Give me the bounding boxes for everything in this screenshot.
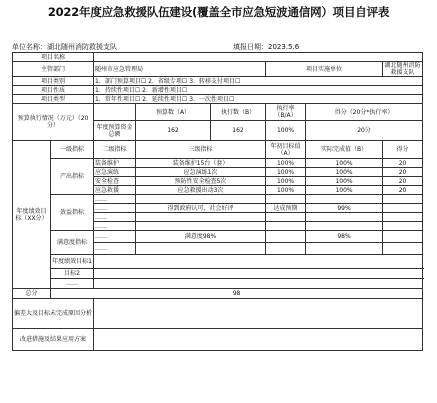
effect-l2: …… xyxy=(94,213,136,222)
budget-col-score: 得分（20分*执行率） xyxy=(306,104,423,121)
row-dept xyxy=(13,62,423,77)
goal1-label: 年度绩效目标1 xyxy=(51,255,94,269)
row-type xyxy=(13,95,423,104)
perf-section-label: 年度绩效目标（XX分） xyxy=(13,141,51,289)
output-l3: 应急演练1次 xyxy=(136,168,266,177)
satisfaction-score xyxy=(383,243,423,255)
project-name-label: 项目名称 xyxy=(13,53,94,62)
output-target: 100% xyxy=(266,168,306,177)
effect-score xyxy=(383,213,423,222)
satisfaction-actual xyxy=(306,243,383,255)
goal1-value xyxy=(94,255,423,269)
satisfaction-l2: …… xyxy=(94,243,136,255)
report-date: 填报日期：2023.5.6 xyxy=(233,43,300,51)
budget-total-label: 年度预算资金总额 xyxy=(94,121,136,141)
effect-l3 xyxy=(136,195,266,204)
effect-actual: 99% xyxy=(306,204,383,213)
evaluation-table xyxy=(12,52,423,351)
row-budget-header xyxy=(13,104,423,121)
effect-actual xyxy=(306,213,383,222)
row-goal2 xyxy=(13,269,423,279)
effect-score xyxy=(383,222,423,231)
category-value: 1．部门预算项目☐ 2．省级专项☐ 3．转移支付项目☐ xyxy=(94,77,423,86)
effect-actual xyxy=(306,195,383,204)
row-category xyxy=(13,77,423,86)
effect-l3: 得到政府认可，社会好评 xyxy=(136,204,266,213)
effect-target xyxy=(266,222,306,231)
budget-rate-value: 100% xyxy=(266,121,306,141)
measures-label: 改进措施及结果应用方案 xyxy=(13,329,94,351)
output-actual: 100% xyxy=(306,159,383,168)
budget-b-value: 162 xyxy=(211,121,266,141)
output-l2: 应急救援 xyxy=(94,186,136,195)
perf-header-score: 得分 xyxy=(383,141,423,159)
implementer-label: 项目实施单位 xyxy=(266,62,383,77)
output-l3: 应急救援出动3次 xyxy=(136,186,266,195)
goal2-label: 目标2 xyxy=(51,269,94,279)
output-l3: 预防性安全检查5次 xyxy=(136,177,266,186)
budget-col-rate: 执行率（B/A） xyxy=(266,104,306,121)
implementer-value: 湖北随州消防救援支队 xyxy=(383,62,423,77)
type-value: 1．常年性项目☐ 2．延续性项目☐ 3．一次性项目☐ xyxy=(94,95,423,104)
form-title: 2022年度应急救援队伍建设(覆盖全市应急短波通信网）项目自评表 xyxy=(47,5,390,19)
measures-value xyxy=(94,329,423,351)
goal-more-value xyxy=(94,279,423,289)
output-l2: 装备维护 xyxy=(94,159,136,168)
project-name-value xyxy=(94,53,423,62)
total-value: 98 xyxy=(51,289,423,299)
effect-label: 效益指标 xyxy=(51,195,94,231)
effect-actual xyxy=(306,222,383,231)
budget-score-value: 20分 xyxy=(306,121,423,141)
perf-header-target: 年初目标值（A） xyxy=(266,141,306,159)
output-l2: 应急演练 xyxy=(94,168,136,177)
output-actual: 100% xyxy=(306,168,383,177)
property-label: 项目性质 xyxy=(13,86,94,95)
satisfaction-l3 xyxy=(136,243,266,255)
effect-l2: …… xyxy=(94,195,136,204)
goal-more-label: …… xyxy=(51,279,94,289)
output-l3: 装备维护15台（套） xyxy=(136,159,266,168)
budget-col-b: 执行数（B） xyxy=(211,104,266,121)
satisfaction-label: 满意度指标 xyxy=(51,231,94,255)
unit-name: 单位名称：湖北随州消防救援支队 xyxy=(12,43,117,51)
budget-a-value: 162 xyxy=(136,121,211,141)
perf-header-l3: 三级指标 xyxy=(136,141,266,159)
deviation-label: 偏差大及目标未完成原因分析 xyxy=(13,299,94,329)
row-measures xyxy=(13,329,423,351)
goal2-value xyxy=(94,269,423,279)
row-goal-more xyxy=(13,279,423,289)
effect-l3 xyxy=(136,222,266,231)
effect-target xyxy=(266,195,306,204)
row-project-name xyxy=(13,53,423,62)
output-score: 20 xyxy=(383,168,423,177)
satisfaction-l2: …… xyxy=(94,231,136,243)
effect-l2: …… xyxy=(94,222,136,231)
satisfaction-actual: 98% xyxy=(306,231,383,243)
output-score: 20 xyxy=(383,177,423,186)
output-target: 100% xyxy=(266,177,306,186)
perf-header-actual: 实际完成值（B） xyxy=(306,141,383,159)
output-target: 100% xyxy=(266,159,306,168)
dept-value: 随州市应急管理局 xyxy=(94,62,266,77)
output-score: 20 xyxy=(383,186,423,195)
row-goal1 xyxy=(13,255,423,269)
budget-empty-cell xyxy=(94,104,136,121)
effect-row xyxy=(13,195,423,204)
output-label: 产出指标 xyxy=(51,159,94,195)
output-row xyxy=(13,159,423,168)
effect-score xyxy=(383,204,423,213)
perf-header-l1: 一级指标 xyxy=(51,141,94,159)
property-value: 1．持续性项目☐ 2．新增性项目☐ xyxy=(94,86,423,95)
effect-l2: …… xyxy=(94,204,136,213)
effect-score xyxy=(383,195,423,204)
effect-l3 xyxy=(136,213,266,222)
row-deviation xyxy=(13,299,423,329)
effect-target: 达成预期 xyxy=(266,204,306,213)
row-property xyxy=(13,86,423,95)
satisfaction-l3: 满意度98% xyxy=(136,231,266,243)
output-target: 100% xyxy=(266,186,306,195)
output-l2: 安全检查 xyxy=(94,177,136,186)
type-label: 项目类型 xyxy=(13,95,94,104)
budget-row-label: 预算执行情况（万元）（20分） xyxy=(13,104,94,141)
satisfaction-score xyxy=(383,231,423,243)
satisfaction-target xyxy=(266,231,306,243)
satisfaction-row xyxy=(13,231,423,243)
perf-header-l2: 二级指标 xyxy=(94,141,136,159)
output-actual: 100% xyxy=(306,186,383,195)
deviation-value xyxy=(94,299,423,329)
output-actual: 100% xyxy=(306,177,383,186)
effect-target xyxy=(266,213,306,222)
row-perf-header xyxy=(13,141,423,159)
dept-label: 主管部门 xyxy=(13,62,94,77)
row-total xyxy=(13,289,423,299)
output-score: 20 xyxy=(383,159,423,168)
category-label: 项目类别 xyxy=(13,77,94,86)
total-label: 总分 xyxy=(13,289,51,299)
budget-col-a: 预算数（A） xyxy=(136,104,211,121)
satisfaction-target xyxy=(266,243,306,255)
